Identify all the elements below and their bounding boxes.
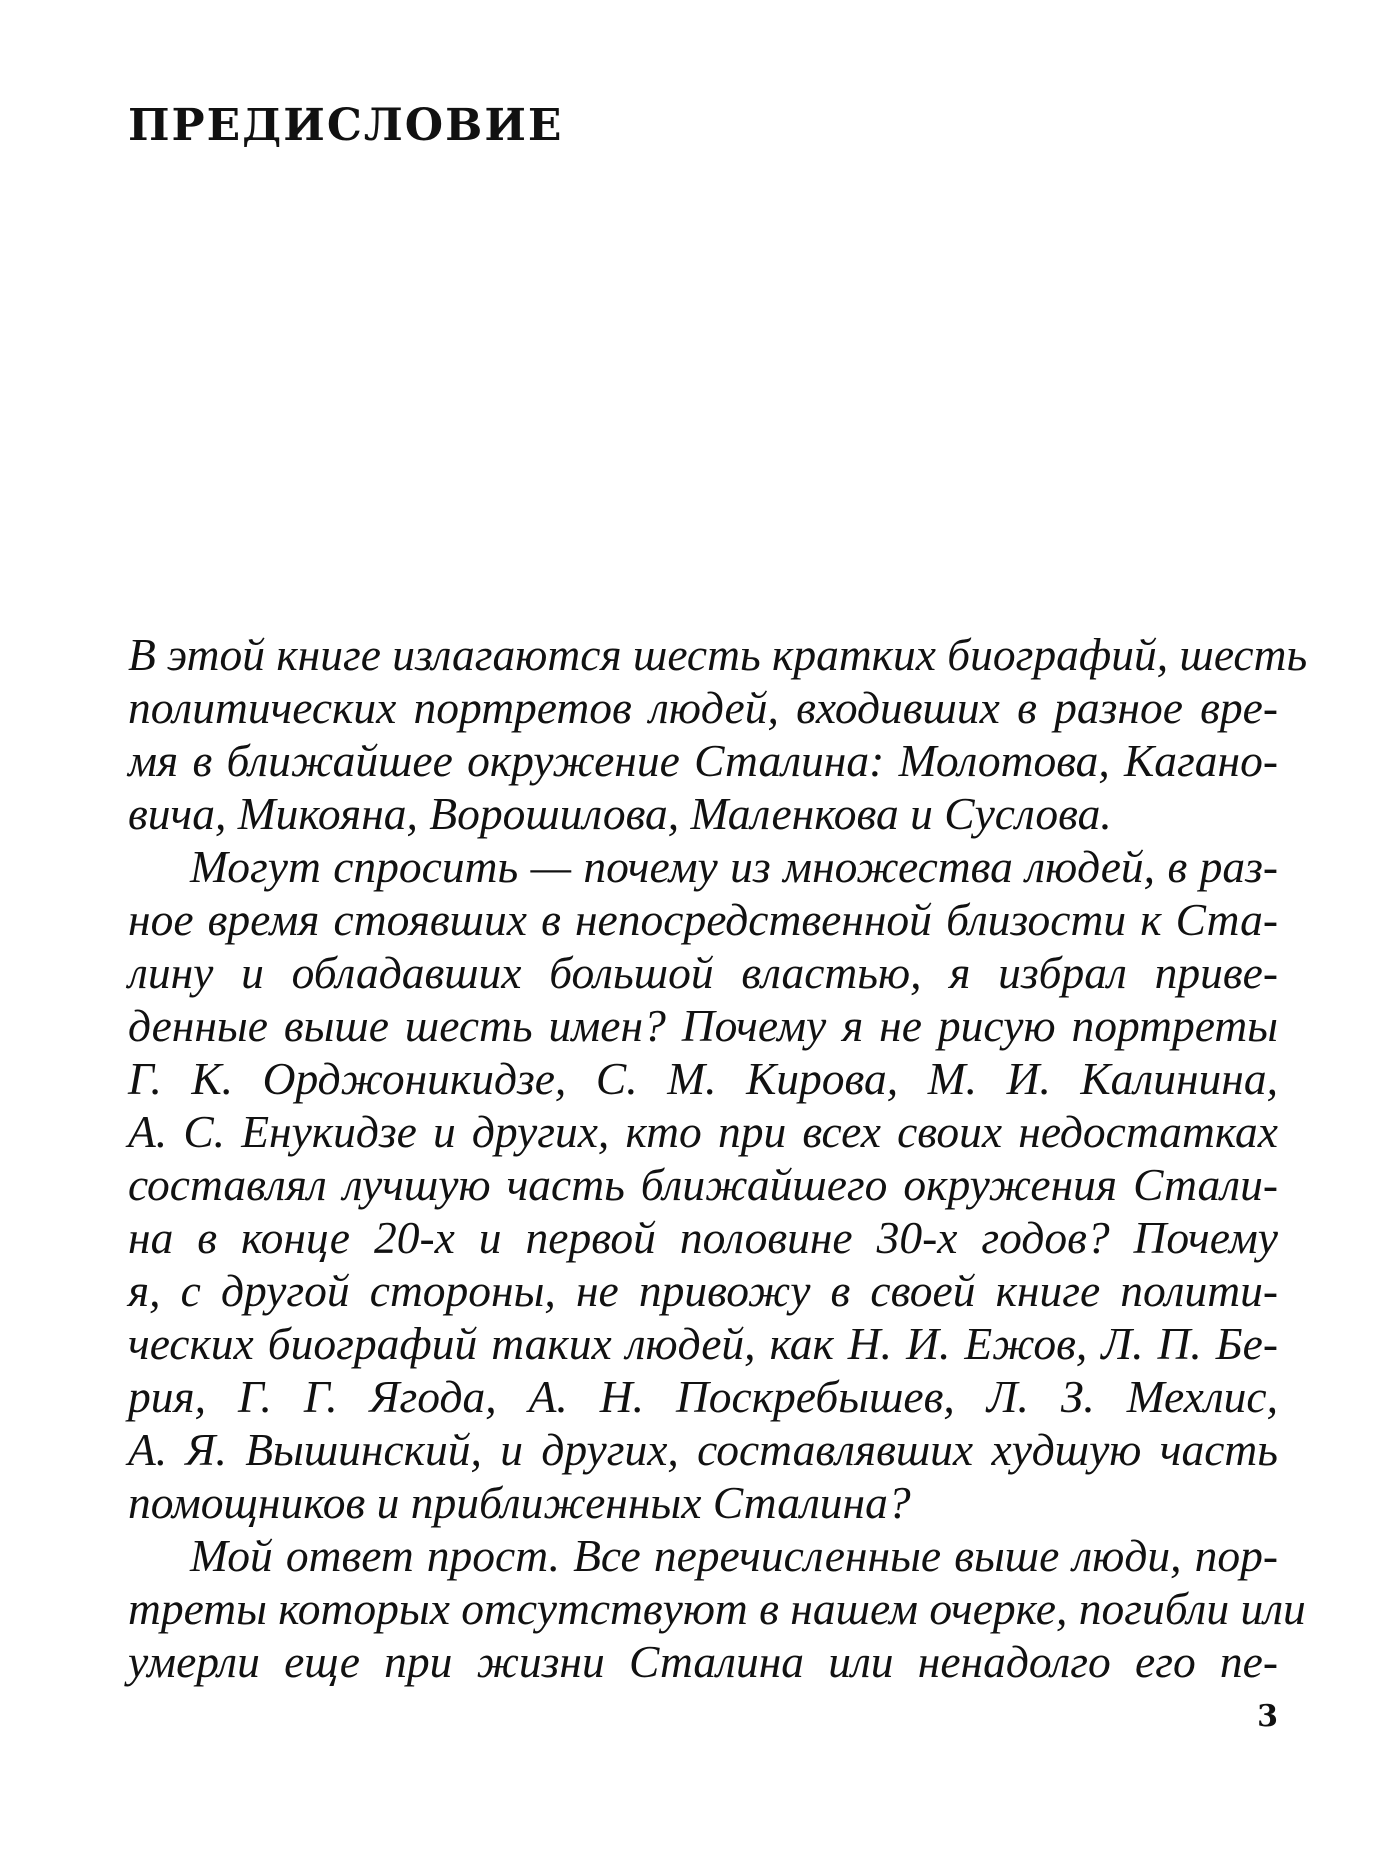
text-line: ческих биографий таких людей, как Н. И. Ежов, Л. П. Бе- [128, 1318, 1278, 1369]
text-line: Могут спросить — почему из множества людей, в раз- [190, 841, 1278, 892]
text-line: А. Я. Вышинский, и других, составлявших худшую часть [128, 1424, 1278, 1475]
text-line: В этой книге излагаются шесть кратких биографий, шесть [128, 629, 1308, 680]
text-line: рия, Г. Г. Ягода, А. Н. Поскребышев, Л. З. Мехлис, [128, 1371, 1278, 1422]
text-line: политических портретов людей, входивших в разное вре- [128, 682, 1278, 733]
text-line: Мой ответ прост. Все перечисленные выше люди, пор- [190, 1530, 1278, 1581]
chapter-heading: ПРЕДИСЛОВИЕ [128, 100, 564, 151]
text-line: Г. К. Орджоникидзе, С. М. Кирова, М. И. Калинина, [128, 1053, 1278, 1104]
text-line: А. С. Енукидзе и других, кто при всех своих недостатках [128, 1106, 1278, 1157]
text-line: составлял лучшую часть ближайшего окружения Стали- [128, 1159, 1278, 1210]
body-text [128, 628, 1308, 1688]
paragraph-3 [128, 1529, 1306, 1688]
text-line: умерли еще при жизни Сталина или ненадолго его пе- [128, 1636, 1278, 1687]
text-line: ное время стоявших в непосредственной близости к Ста- [128, 894, 1278, 945]
text-line: треты которых отсутствуют в нашем очерке, погибли или [128, 1583, 1306, 1634]
page-number: 3 [1257, 1699, 1278, 1734]
paragraph-1 [128, 628, 1308, 840]
text-line: вича, Микояна, Ворошилова, Маленкова и Суслова. [128, 788, 1112, 839]
text-line: помощников и приближенных Сталина? [128, 1477, 911, 1528]
paragraph-2 [128, 840, 1278, 1529]
text-line: денные выше шесть имен? Почему я не рисую портреты [128, 1000, 1278, 1051]
text-line: лину и обладавших большой властью, я избрал приве- [128, 947, 1278, 998]
text-line: на в конце 20-х и первой половине 30-х годов? Почему [128, 1212, 1278, 1263]
text-line: я, с другой стороны, не привожу в своей книге полити- [128, 1265, 1278, 1316]
text-line: мя в ближайшее окружение Сталина: Молотова, Кагано- [128, 735, 1278, 786]
